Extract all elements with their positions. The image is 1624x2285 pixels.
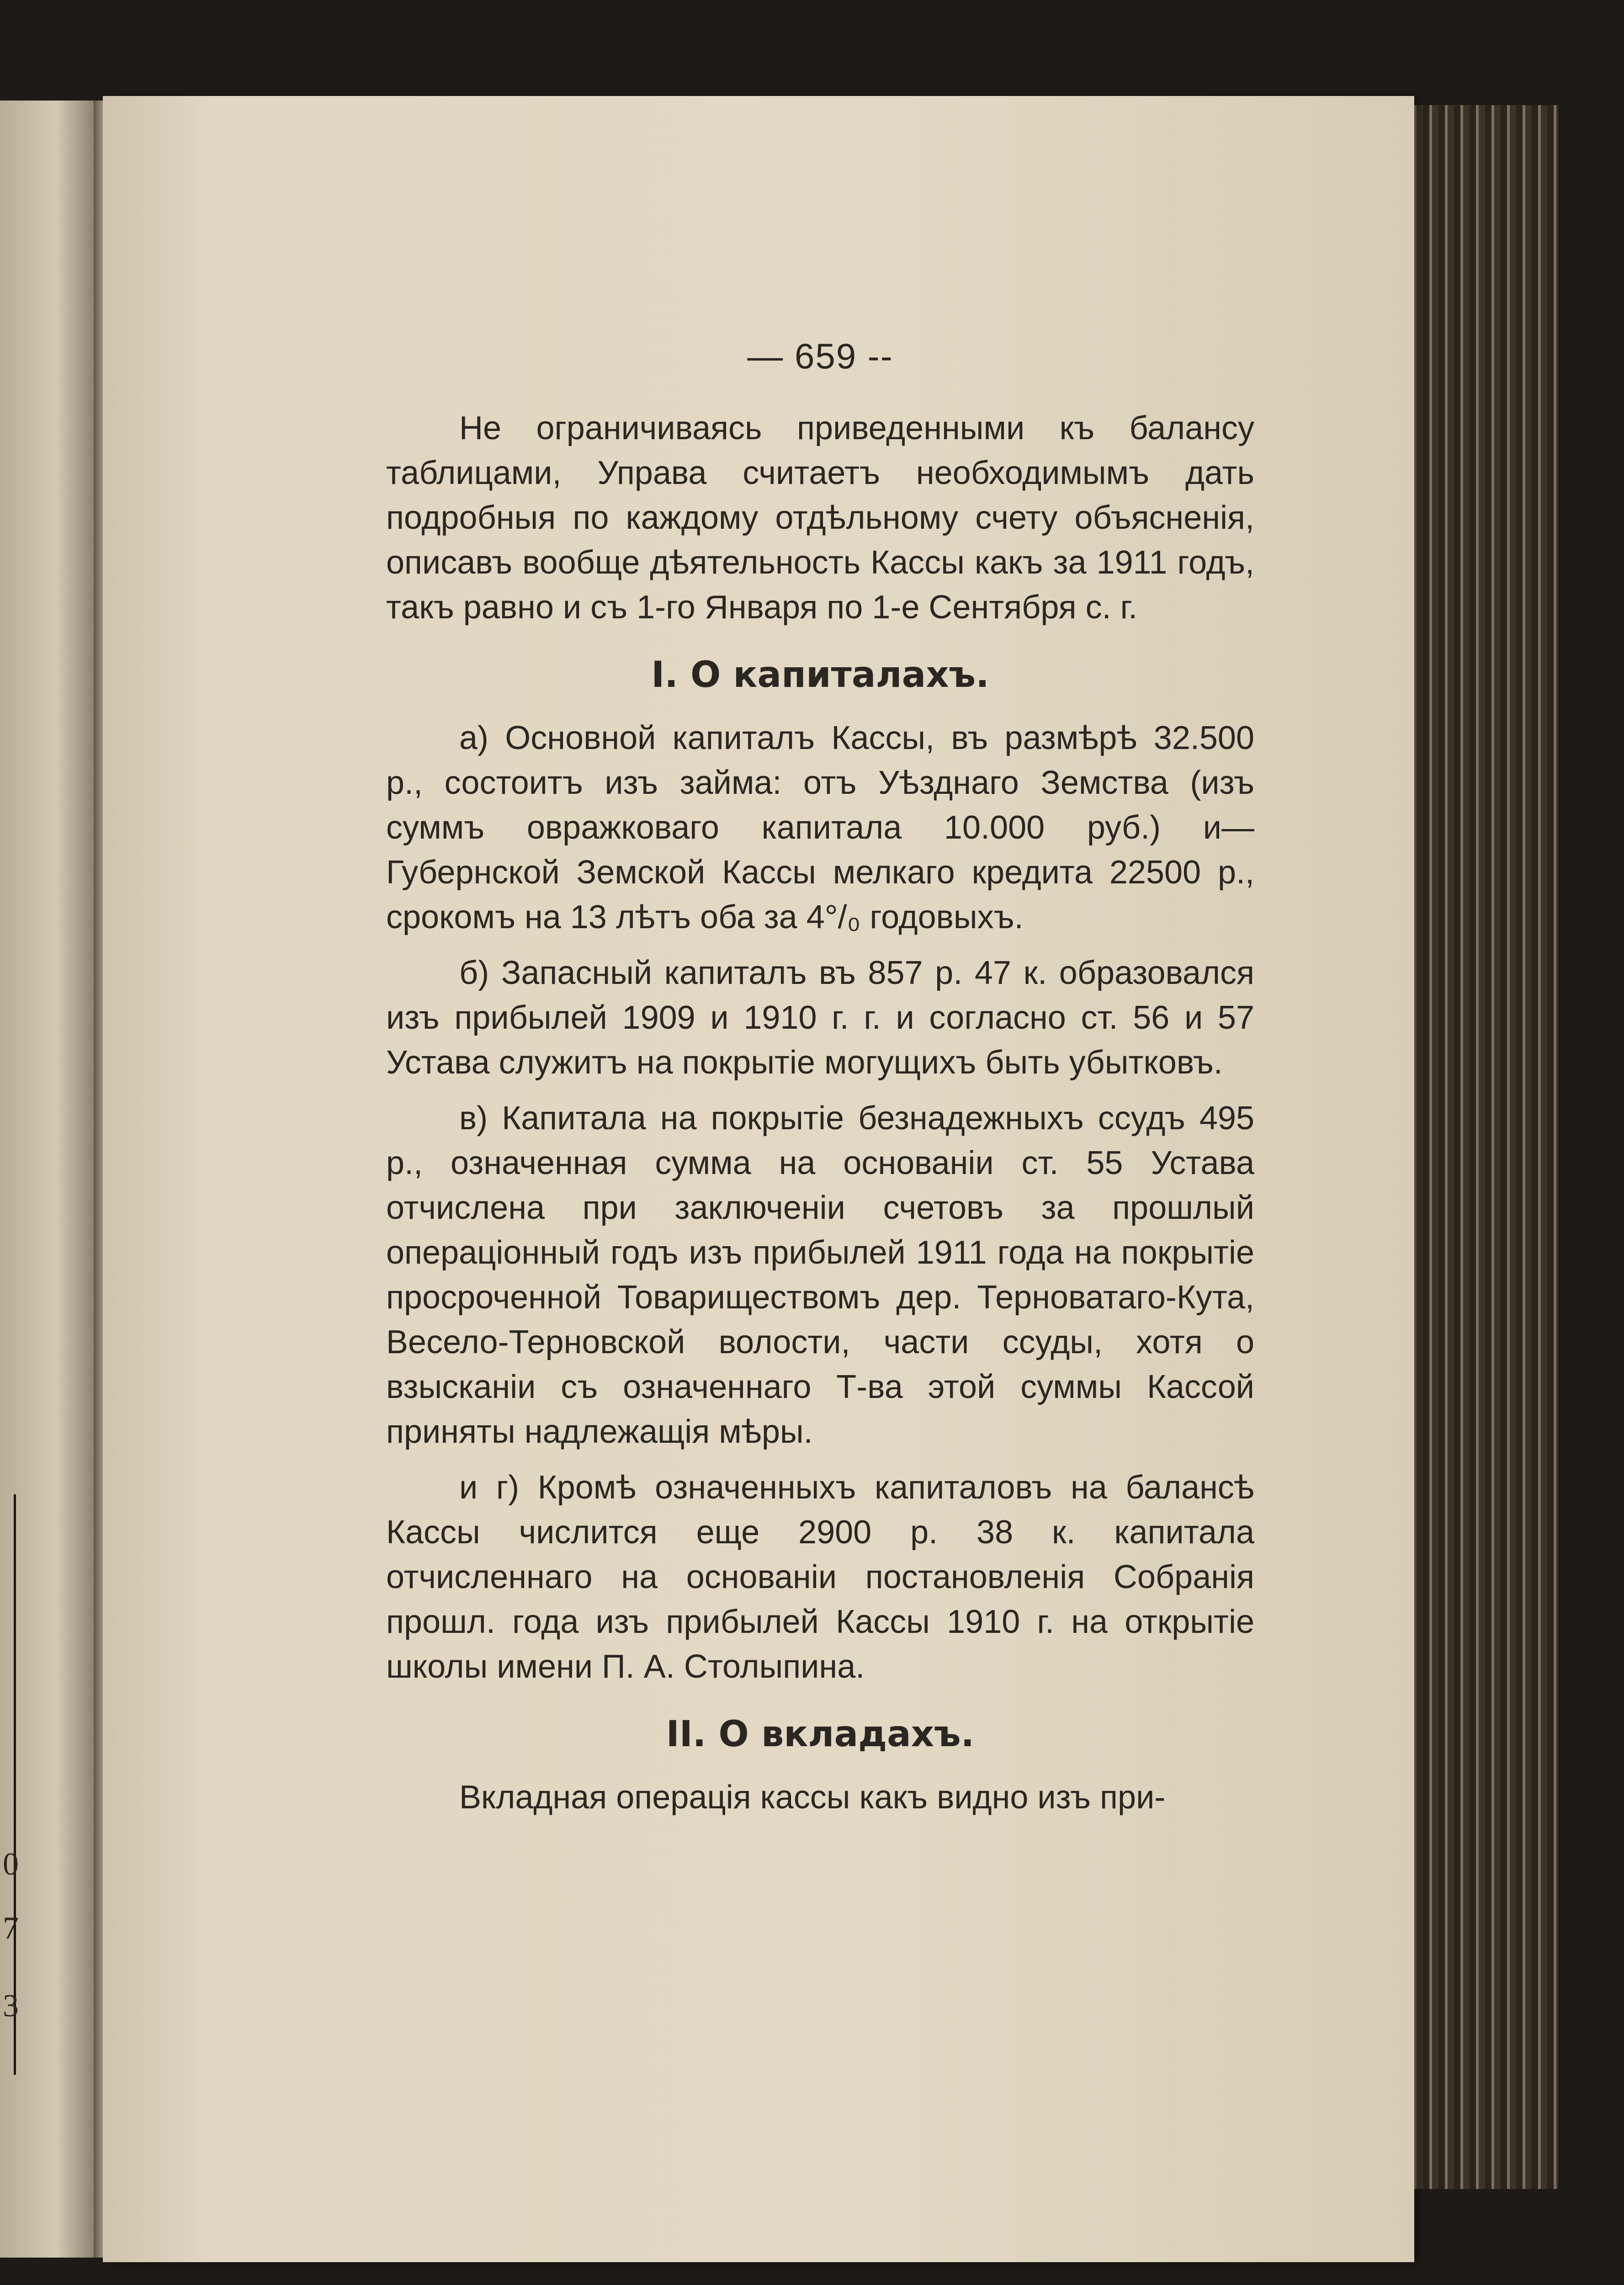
left-page: [0, 101, 94, 2258]
section2-paragraph: Вкладная операція кассы какъ видно изъ при-: [459, 1779, 1166, 1816]
left-fragment: 3: [3, 1988, 19, 2024]
paragraph-v: в) Капитала на покрытіе безнадежныхъ ссудъ 495 р., означенная сумма на основаніи ст. 55 Устава отчислена при заключеніи счетовъ за прошлый операціонный годъ изъ прибылей 1911 года на покрытіе просроченной Товариществомъ дер. Терноватаго-Кута, Весело-Терновской волости, части ссуды, хотя о взысканіи съ означеннаго Т-ва этой суммы Кассой приняты надлежащія мѣры.: [386, 1100, 1254, 1450]
intro-paragraph: Не ограничиваясь приведенными къ балансу таблицами, Управа считаетъ необходимымъ дать подробныя по каждому отдѣльному счету объясненія, описавъ вообще дѣятельность Кассы какъ за 1911 годъ, такъ равно и съ 1-го Января по 1-е Сентября с. г.: [386, 410, 1254, 626]
page-edges: [1407, 105, 1558, 2189]
left-fragment: 0: [3, 1847, 19, 1882]
paragraph-b: б) Запасный капиталъ въ 857 р. 47 к. образовался изъ прибылей 1909 и 1910 г. г. и согласно ст. 56 и 57 Устава служитъ на покрытіе могущихъ быть убытковъ.: [386, 955, 1254, 1081]
paragraph-a: а) Основной капиталъ Кассы, въ размѣрѣ 32.500 р., состоитъ изъ займа: отъ Уѣзднаго Земства (изъ суммъ овражковаго капитала 10.000 руб.) и—Губернской Земской Кассы мелкаго кредита 22500 р., срокомъ на 13 лѣтъ оба за 4°/₀ годовыхъ.: [386, 720, 1254, 935]
left-page-fragments: [0, 1472, 18, 2111]
book-page: [103, 96, 1414, 2262]
book-gutter: [94, 101, 103, 2258]
page-number: — 659 --: [747, 336, 893, 376]
left-fragment: 7: [3, 1911, 19, 1946]
section-heading: I. О капиталахъ.: [651, 654, 989, 696]
section-heading: II. О вкладахъ.: [666, 1714, 975, 1755]
paragraph-g: и г) Кромѣ означенныхъ капиталовъ на балансѣ Кассы числится еще 2900 р. 38 к. капитала отчисленнаго на основаніи постановленія Собранія прошл. года изъ прибылей Кассы 1910 г. на открытіе школы имени П. А. Столыпина.: [386, 1469, 1254, 1685]
page-content: [386, 334, 1254, 1831]
